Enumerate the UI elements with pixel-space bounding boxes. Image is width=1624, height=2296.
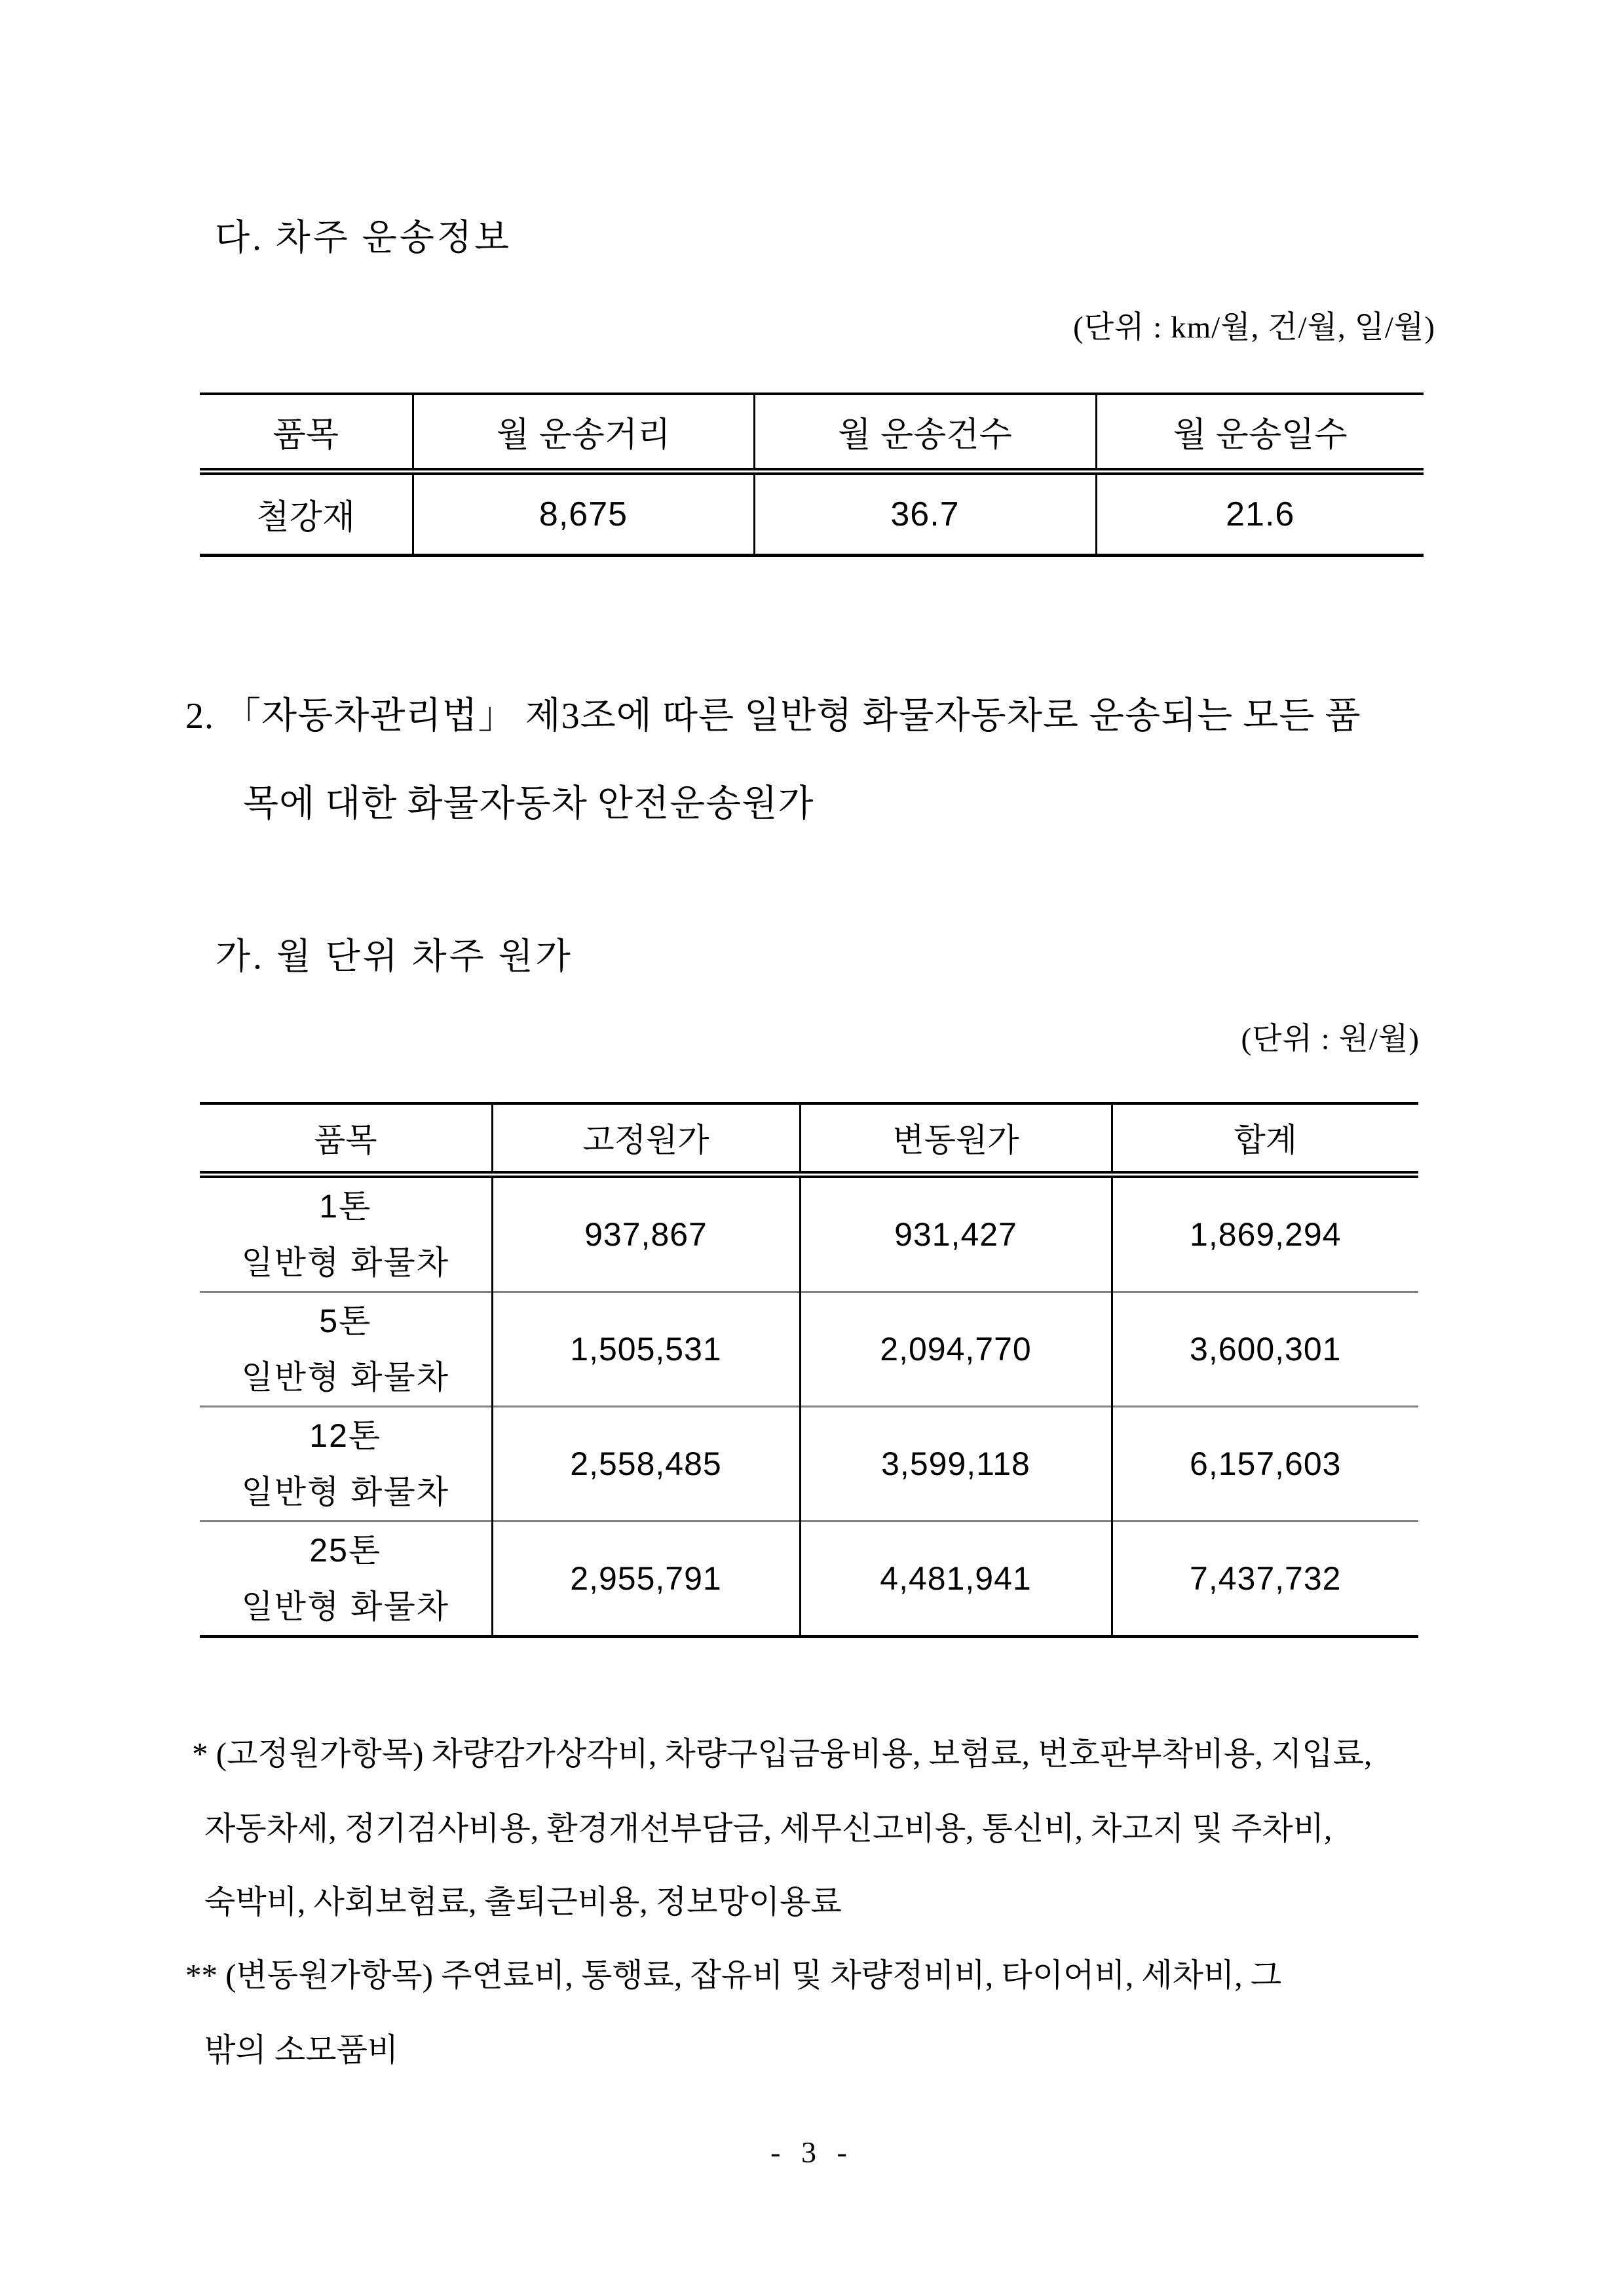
cell-monthly-distance: 8,675 xyxy=(413,471,754,555)
cell-item: 철강재 xyxy=(256,499,356,537)
transport-info-table xyxy=(200,392,1424,557)
cell-monthly-count: 36.7 xyxy=(754,471,1096,555)
cost-table-header-row xyxy=(200,1103,1418,1174)
unit-note-transport: (단위 : km/월, 건/월, 일/월) xyxy=(1073,311,1435,345)
cell-fixed-cost: 2,955,791 xyxy=(492,1521,800,1636)
section-2-text-line-1: 2. 「자동차관리법」 제3조에 따른 일반형 화물자동차로 운송되는 모든 품 xyxy=(185,696,1361,737)
cost-table-row-1ton xyxy=(200,1174,1418,1292)
col-header-monthly-count: 월 운송건수 xyxy=(754,394,1096,471)
cell-monthly-days: 21.6 xyxy=(1096,471,1424,555)
vehicle-type: 일반형 화물차 xyxy=(241,1473,450,1510)
cell-total-cost: 1,869,294 xyxy=(1112,1174,1418,1292)
cell-variable-cost: 2,094,770 xyxy=(800,1292,1112,1406)
transport-table-header-row xyxy=(200,394,1424,471)
cell-vehicle-label xyxy=(200,1521,492,1636)
col-header-monthly-days: 월 운송일수 xyxy=(1096,394,1424,471)
footnote-variable-cost-items-line-1: ** (변동원가항목) 주연료비, 통행료, 잡유비 및 차량정비비, 타이어비, 세차비, 그 xyxy=(185,1957,1282,1993)
col-header-item: 품목 xyxy=(200,394,413,471)
col-header-monthly-distance: 월 운송거리 xyxy=(413,394,754,471)
monthly-cost-table xyxy=(200,1102,1418,1638)
vehicle-type: 일반형 화물차 xyxy=(241,1244,450,1281)
cell-fixed-cost: 1,505,531 xyxy=(492,1292,800,1406)
cell-vehicle-label xyxy=(200,1292,492,1406)
col-header-total: 합계 xyxy=(1112,1103,1418,1174)
footnote-variable-cost-items-line-2: 밖의 소모품비 xyxy=(204,2032,399,2068)
cell-variable-cost: 931,427 xyxy=(800,1174,1112,1292)
cell-variable-cost: 3,599,118 xyxy=(800,1406,1112,1521)
col-header-item: 품목 xyxy=(200,1103,492,1174)
section-2-text-line-2: 목에 대한 화물자동차 안전운송원가 xyxy=(243,784,814,824)
col-header-variable-cost: 변동원가 xyxy=(800,1103,1112,1174)
footnote-fixed-cost-items-line-3: 숙박비, 사회보험료, 출퇴근비용, 정보망이용료 xyxy=(204,1884,842,1920)
unit-note-cost: (단위 : 원/월) xyxy=(1241,1022,1420,1056)
vehicle-type: 일반형 화물차 xyxy=(241,1358,450,1396)
vehicle-type: 일반형 화물차 xyxy=(241,1588,450,1625)
vehicle-tonnage: 5톤 xyxy=(319,1302,372,1339)
cell-total-cost: 7,437,732 xyxy=(1112,1521,1418,1636)
col-header-fixed-cost: 고정원가 xyxy=(492,1103,800,1174)
cell-total-cost: 6,157,603 xyxy=(1112,1406,1418,1521)
cell-fixed-cost: 2,558,485 xyxy=(492,1406,800,1521)
cell-vehicle-label xyxy=(200,1406,492,1521)
cost-table-row-12ton xyxy=(200,1406,1418,1521)
cell-vehicle-label xyxy=(200,1174,492,1292)
footnote-fixed-cost-items-line-1: * (고정원가항목) 차량감가상각비, 차량구입금융비용, 보험료, 번호판부착비용, 지입료, xyxy=(192,1736,1372,1772)
cell-fixed-cost: 937,867 xyxy=(492,1174,800,1292)
section-2a-heading: 가. 월 단위 차주 원가 xyxy=(216,936,573,976)
footnote-fixed-cost-items-line-2: 자동차세, 정기검사비용, 환경개선부담금, 세무신고비용, 통신비, 차고지 및 주차비, xyxy=(204,1810,1332,1846)
cell-variable-cost: 4,481,941 xyxy=(800,1521,1112,1636)
page-number: - 3 - xyxy=(770,2135,854,2169)
cell-total-cost: 3,600,301 xyxy=(1112,1292,1418,1406)
section-c-heading: 다. 차주 운송정보 xyxy=(215,218,512,258)
vehicle-tonnage: 12톤 xyxy=(309,1417,382,1454)
cost-table-row-5ton xyxy=(200,1292,1418,1406)
vehicle-tonnage: 25톤 xyxy=(309,1531,382,1569)
transport-table-row-steel xyxy=(200,471,1424,555)
vehicle-tonnage: 1톤 xyxy=(319,1187,372,1225)
cost-table-row-25ton xyxy=(200,1521,1418,1636)
